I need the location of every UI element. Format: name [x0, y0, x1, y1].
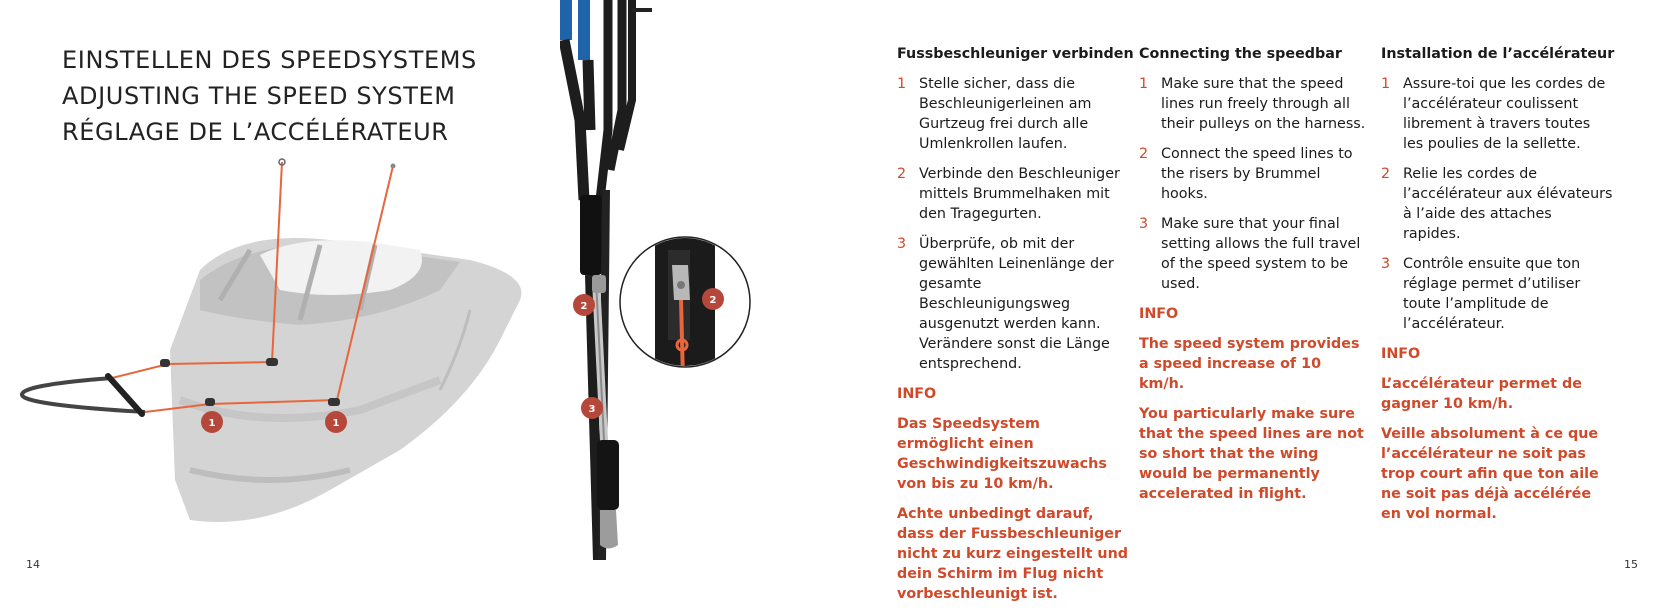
callout-riser-lower: [581, 397, 603, 419]
steps-de: [897, 74, 1129, 374]
step-text: Connect the speed lines to the risers by Brummel hooks.: [1161, 146, 1353, 202]
step-number: 1: [1139, 76, 1149, 92]
steps-en: [1139, 74, 1371, 294]
info-text-de-2: Achte unbedingt darauf, dass der Fussbeschleuniger nicht zu kurz eingestellt und dein Schirm im Flug nicht vorbeschleunigt ist.: [897, 506, 1129, 602]
info-text-en-1: The speed system provides a speed increase of 10 km/h.: [1139, 336, 1360, 392]
svg-text:1: 1: [208, 418, 216, 429]
callout-harness-right: [325, 411, 347, 433]
callout-harness-left: [201, 411, 223, 433]
info-text-de-1: Das Speedsystem ermöglicht einen Geschwindigkeitszuwachs von bis zu 10 km/h.: [897, 416, 1107, 492]
step-number: 2: [897, 166, 907, 182]
heading-fr: Installation de l’accélérateur: [1381, 46, 1615, 62]
list-item: [1381, 164, 1613, 244]
step-text: Make sure that your final setting allows the full travel of the speed system to be used.: [1161, 216, 1361, 292]
list-item: [1139, 74, 1371, 134]
step-number: 3: [1139, 216, 1149, 232]
step-text: Relie les cordes de l’accélérateur aux élévateurs à l’aide des attaches rapides.: [1403, 166, 1613, 242]
info-text-fr-2: Veille absolument à ce que l’accélérateur ne soit pas trop court afin que ton aile ne soit pas déjà accélérée en vol normal.: [1381, 426, 1599, 522]
step-number: 2: [1139, 146, 1149, 162]
column-en: [1139, 44, 1371, 514]
info-label-en: INFO: [1139, 306, 1179, 322]
column-de: [897, 44, 1134, 614]
callout-zoom: [702, 288, 724, 310]
step-text: Contrôle ensuite que ton réglage permet d’utiliser toute l’amplitude de l’accélérateur.: [1403, 256, 1581, 332]
list-item: [1381, 254, 1613, 334]
zoom-detail: [620, 230, 750, 380]
list-item: [897, 164, 1129, 224]
list-item: [1139, 214, 1371, 294]
list-item: [897, 234, 1129, 374]
svg-text:2: 2: [580, 301, 588, 312]
heading-de: Fussbeschleuniger verbinden: [897, 46, 1134, 62]
step-number: 1: [897, 76, 907, 92]
title-line-de: EINSTELLEN DES SPEEDSYSTEMS: [62, 46, 477, 74]
callout-riser-upper: [573, 294, 595, 316]
step-text: Stelle sicher, dass die Beschleunigerleinen am Gurtzeug frei durch alle Umlenkrollen laufen.: [919, 76, 1092, 152]
info-text-en-2: You particularly make sure that the speed lines are not so short that the wing would be permanently accelerated in flight.: [1139, 406, 1364, 502]
page-number-left: 14: [26, 558, 40, 571]
svg-text:2: 2: [709, 295, 717, 306]
step-number: 3: [1381, 256, 1391, 272]
step-number: 3: [897, 236, 907, 252]
title-line-en: ADJUSTING THE SPEED SYSTEM: [62, 82, 456, 110]
step-text: Überprüfe, ob mit der gewählten Leinenlänge der gesamte Beschleunigungsweg ausgenutzt werden kann. Verändere sonst die Länge entsprechend.: [919, 236, 1114, 372]
list-item: [1139, 144, 1371, 204]
info-label-fr: INFO: [1381, 346, 1421, 362]
steps-fr: [1381, 74, 1613, 334]
info-text-fr-1: L’accélérateur permet de gagner 10 km/h.: [1381, 376, 1582, 412]
harness-illustration: [0, 150, 540, 550]
info-label-de: INFO: [897, 386, 937, 402]
svg-text:1: 1: [332, 418, 340, 429]
heading-en: Connecting the speedbar: [1139, 46, 1342, 62]
page-title: [62, 42, 477, 150]
list-item: [1381, 74, 1613, 154]
column-fr: [1381, 44, 1613, 534]
title-line-fr: RÉGLAGE DE L’ACCÉLÉRATEUR: [62, 118, 449, 146]
step-text: Make sure that the speed lines run freely through all their pulleys on the harness.: [1161, 76, 1366, 132]
svg-text:3: 3: [588, 404, 596, 415]
step-text: Verbinde den Beschleuniger mittels Brummelhaken mit den Tragegurten.: [919, 166, 1120, 222]
step-text: Assure-toi que les cordes de l’accélérateur coulissent librement à travers toutes les poulies de la sellette.: [1403, 76, 1606, 152]
riser-illustration: [560, 0, 760, 560]
list-item: [897, 74, 1129, 154]
step-number: 1: [1381, 76, 1391, 92]
page-number-right: 15: [1624, 558, 1638, 571]
step-number: 2: [1381, 166, 1391, 182]
